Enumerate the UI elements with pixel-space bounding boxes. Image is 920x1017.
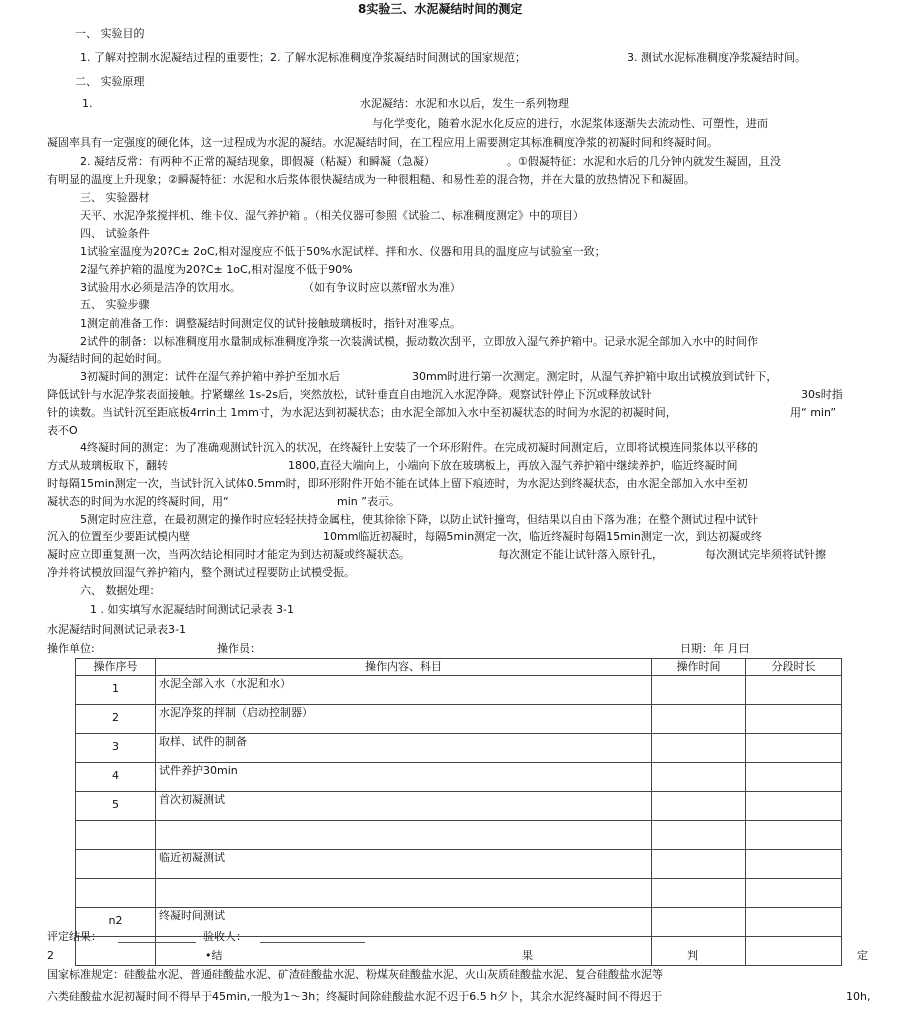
row-seq: n2 <box>76 908 156 937</box>
section-1-heading: 一、 实验目的 <box>75 27 145 40</box>
principle-2-line-b: 有明显的温度上升现象；②瞬凝特征：水泥和水后浆体很快凝结成为一种很粗糙、和易性差的混合物，并在大量的放热情况下和凝固。 <box>47 173 695 186</box>
row-content: 水泥全部入水（水泥和水） <box>156 676 652 705</box>
section-4-heading: 四、 试验条件 <box>80 227 150 240</box>
principle-1-line-c: 凝固率具有一定强度的硬化体，这一过程成为水泥的凝结。水泥凝结时间，在工程应用上需要测定其标准稠度净浆的初凝时间和终凝时间。 <box>47 136 718 149</box>
condition-2: 2湿气养护箱的温度为20?C± 1oC,相对湿度不低于90% <box>80 263 353 276</box>
principle-2-line-a2: 。①假凝特征：水泥和水后的几分钟内就发生凝固，且没 <box>507 155 781 168</box>
step-5-line-c: 凝时应立即重复测一次，当两次结论相同时才能定为到达初凝或终凝状态。 <box>47 548 410 561</box>
row-content: 水泥净浆的拌制（启动控制器） <box>156 705 652 734</box>
row-time-cell[interactable] <box>652 821 746 850</box>
condition-3: 3试验用水必须是洁净的饮用水。 <box>80 281 241 294</box>
row-time-cell[interactable] <box>652 705 746 734</box>
row-time-cell[interactable] <box>652 879 746 908</box>
table-row <box>76 734 842 763</box>
operator-label: 操作员： <box>217 642 261 655</box>
row-duration-cell[interactable] <box>746 734 842 763</box>
row-duration-cell[interactable] <box>746 676 842 705</box>
row-duration-cell[interactable] <box>746 908 842 937</box>
row-time-cell[interactable] <box>652 908 746 937</box>
step-5-line-c3: 每次测试完毕须将试针擦 <box>705 548 826 561</box>
table-row <box>76 937 842 966</box>
principle-1-number: 1. <box>82 97 93 110</box>
row-time-cell[interactable] <box>652 734 746 763</box>
evaluation-blank[interactable] <box>118 942 196 943</box>
row-content: 取样、试件的制备 <box>156 734 652 763</box>
row-duration-cell[interactable] <box>746 763 842 792</box>
principle-1-line-a: 水泥凝结：水泥和水以后，发生一系列物理 <box>360 97 569 110</box>
step-3-line-d: 表不O <box>47 424 78 437</box>
step-1: 1测定前准备工作：调整凝结时间测定仪的试针接触玻璃板时，指针对准零点。 <box>80 317 461 330</box>
row-seq: 5 <box>76 792 156 821</box>
row-content: 终凝时间测试 <box>156 908 652 937</box>
step-3-line-a2: 30mm时进行第一次测定。测定时，从湿气养护箱中取出试模放到试针下， <box>412 370 778 383</box>
section-5-heading: 五、 实验步骤 <box>80 298 150 311</box>
step-5-line-b2: 10mm临近初凝时，每隔5min测定一次，临近终凝时每隔15min测定一次，到达初凝或终 <box>323 530 762 543</box>
table-row <box>76 879 842 908</box>
step-2-line-a: 2试件的制备：以标准稠度用水量制成标准稠度净浆一次装满试模，振动数次刮平，立即放入湿气养护箱中。记录水泥全部加入水中的时间作 <box>80 335 758 348</box>
row-content <box>156 821 652 850</box>
table-row <box>76 705 842 734</box>
step-2-line-b: 为凝结时间的起始时间。 <box>47 352 168 365</box>
table-row <box>76 850 842 879</box>
table-row <box>76 908 842 937</box>
row-duration-cell[interactable] <box>746 821 842 850</box>
header-duration: 分段时长 <box>746 659 842 676</box>
record-table <box>75 658 842 966</box>
step-3-line-a: 3初凝时间的测定：试件在湿气养护箱中养护至加水后 <box>80 370 340 383</box>
row-content: 临近初凝测试 <box>156 850 652 879</box>
data-item-2-char: 果 <box>522 949 533 962</box>
acceptor-blank[interactable] <box>260 942 365 943</box>
row-seq <box>76 879 156 908</box>
row-duration-cell[interactable] <box>746 850 842 879</box>
section-3-heading: 三、 实验器材 <box>80 191 150 204</box>
row-duration-cell[interactable] <box>746 705 842 734</box>
row-seq: 2 <box>76 705 156 734</box>
row-content: 首次初凝测试 <box>156 792 652 821</box>
row-time-cell[interactable] <box>652 763 746 792</box>
principle-1-line-b: 与化学变化，随着水泥水化反应的进行，水泥浆体逐渐失去流动性、可塑性，进而 <box>372 117 768 130</box>
row-seq: 1 <box>76 676 156 705</box>
row-seq <box>76 821 156 850</box>
condition-1: 1试验室温度为20?C± 2oC,相对湿度应不低于50%水泥试样、拌和水、仪器和用具的温度应与试验室一致； <box>80 245 606 258</box>
step-4-line-d2: min ”表示。 <box>337 495 400 508</box>
step-3-line-b: 降低试针与水泥净浆表面接触。拧紧螺丝 1s-2s后，突然放松，试针垂直自由地沉入水泥净降。观察试针停止下沉或释放试针 <box>47 388 652 401</box>
objective-items: 1. 了解对控制水泥凝结过程的重要性；2. 了解水泥标准稠度净浆凝结时间测试的国家规范； <box>80 51 526 64</box>
table-row <box>76 676 842 705</box>
standard-line-2: 六类硅酸盐水泥初凝时间不得早于45min,一般为1～3h；终凝时间除硅酸盐水泥不迟于6.5 h夕卜，其余水泥终凝时间不得迟于 <box>47 990 663 1003</box>
condition-3-note: （如有争议时应以蒸f留水为准） <box>303 281 461 294</box>
header-seq: 操作序号 <box>76 659 156 676</box>
header-time: 操作时间 <box>652 659 746 676</box>
row-seq <box>76 850 156 879</box>
header-content: 操作内容、科目 <box>156 659 652 676</box>
row-duration-cell[interactable] <box>746 937 842 966</box>
step-4-line-c: 时每隔15min测定一次，当试针沉入试体0.5mm时，即环形附件开始不能在试体上留下痕迹时，为水泥达到终凝状态，由水泥全部加入水中至初 <box>47 477 748 490</box>
date-label: 日期：年 月曰 <box>680 642 750 655</box>
section-6-heading: 六、 数据处理： <box>80 584 161 597</box>
acceptor-label: 验收人： <box>203 930 247 943</box>
row-time-cell[interactable] <box>652 937 746 966</box>
step-4-line-b2: 1800,直径大端向上，小端向下放在玻璃板上，再放入湿气养护箱中继续养护，临近终凝时间 <box>288 459 738 472</box>
step-5-line-d: 净并将试模放回湿气养护箱内，整个测试过程要防止试模受振。 <box>47 566 355 579</box>
table-header-row <box>76 659 842 676</box>
step-3-line-b2: 30s时指 <box>801 388 843 401</box>
data-item-1: 1 . 如实填写水泥凝结时间测试记录表 3-1 <box>90 603 294 616</box>
row-time-cell[interactable] <box>652 792 746 821</box>
data-item-2-char: 定 <box>857 949 868 962</box>
evaluation-label: 评定结果： <box>47 930 102 943</box>
step-4-line-b: 方式从玻璃板取下，翻转 <box>47 459 168 472</box>
step-3-line-c: 针的读数。当试针沉至距底板4rrin土 1mm寸，为水泥达到初凝状态；由水泥全部加入水中至初凝状态的时间为水泥的初凝时间， <box>47 406 677 419</box>
data-item-2-char: 判 <box>687 949 698 962</box>
step-4-line-a: 4终凝时间的测定：为了准确观测试针沉入的状况，在终凝针上安装了一个环形附件。在完成初凝时间测定后，立即将试模连同浆体以平移的 <box>80 441 758 454</box>
table-row <box>76 792 842 821</box>
data-item-2-number: 2 <box>47 949 54 962</box>
step-5-line-c2: 每次测定不能让试针落入原针孔， <box>498 548 663 561</box>
principle-2-line-a: 2. 凝结反常：有两种不正常的凝结现象，即假凝（粘凝）和瞬凝（急凝） <box>80 155 435 168</box>
page-title: 8实验三、水泥凝结时间的测定 <box>358 2 523 16</box>
section-2-heading: 二、 实验原理 <box>75 75 145 88</box>
standard-line-2-end: 10h, <box>846 990 871 1003</box>
table-row <box>76 821 842 850</box>
step-5-line-b: 沉入的位置至少要距试模内壁 <box>47 530 190 543</box>
step-5-line-a: 5测定时应注意，在最初测定的操作时应轻轻扶持金属柱，使其徐徐下降，以防止试针撞弯，但结果以自由下落为准；在整个测试过程中试针 <box>80 513 758 526</box>
equipment-text: 天平、水泥净浆搅拌机、维卡仪、湿气养护箱 。（相关仪器可参照《试验二、标准稠度测定》中的项目） <box>80 209 584 222</box>
row-time-cell[interactable] <box>652 850 746 879</box>
row-content <box>156 879 652 908</box>
row-time-cell[interactable] <box>652 676 746 705</box>
row-content: 试件养护30min <box>156 763 652 792</box>
row-seq: 4 <box>76 763 156 792</box>
table-caption: 水泥凝结时间测试记录表3-1 <box>47 623 186 636</box>
table-row <box>76 763 842 792</box>
unit-label: 操作单位: <box>47 642 95 655</box>
standard-line-1: 国家标准规定：硅酸盐水泥、普通硅酸盐水泥、矿渣硅酸盐水泥、粉煤灰硅酸盐水泥、火山灰质硅酸盐水泥、复合硅酸盐水泥等 <box>47 968 663 981</box>
step-4-line-d: 凝状态的时间为水泥的终凝时间，用“ <box>47 495 229 508</box>
row-duration-cell[interactable] <box>746 879 842 908</box>
row-duration-cell[interactable] <box>746 792 842 821</box>
row-seq: 3 <box>76 734 156 763</box>
objective-item-3: 3. 测试水泥标准稠度净浆凝结时间。 <box>627 51 806 64</box>
step-3-line-c2: 用“ min” <box>790 406 837 419</box>
data-item-2-char: •结 <box>205 949 223 962</box>
